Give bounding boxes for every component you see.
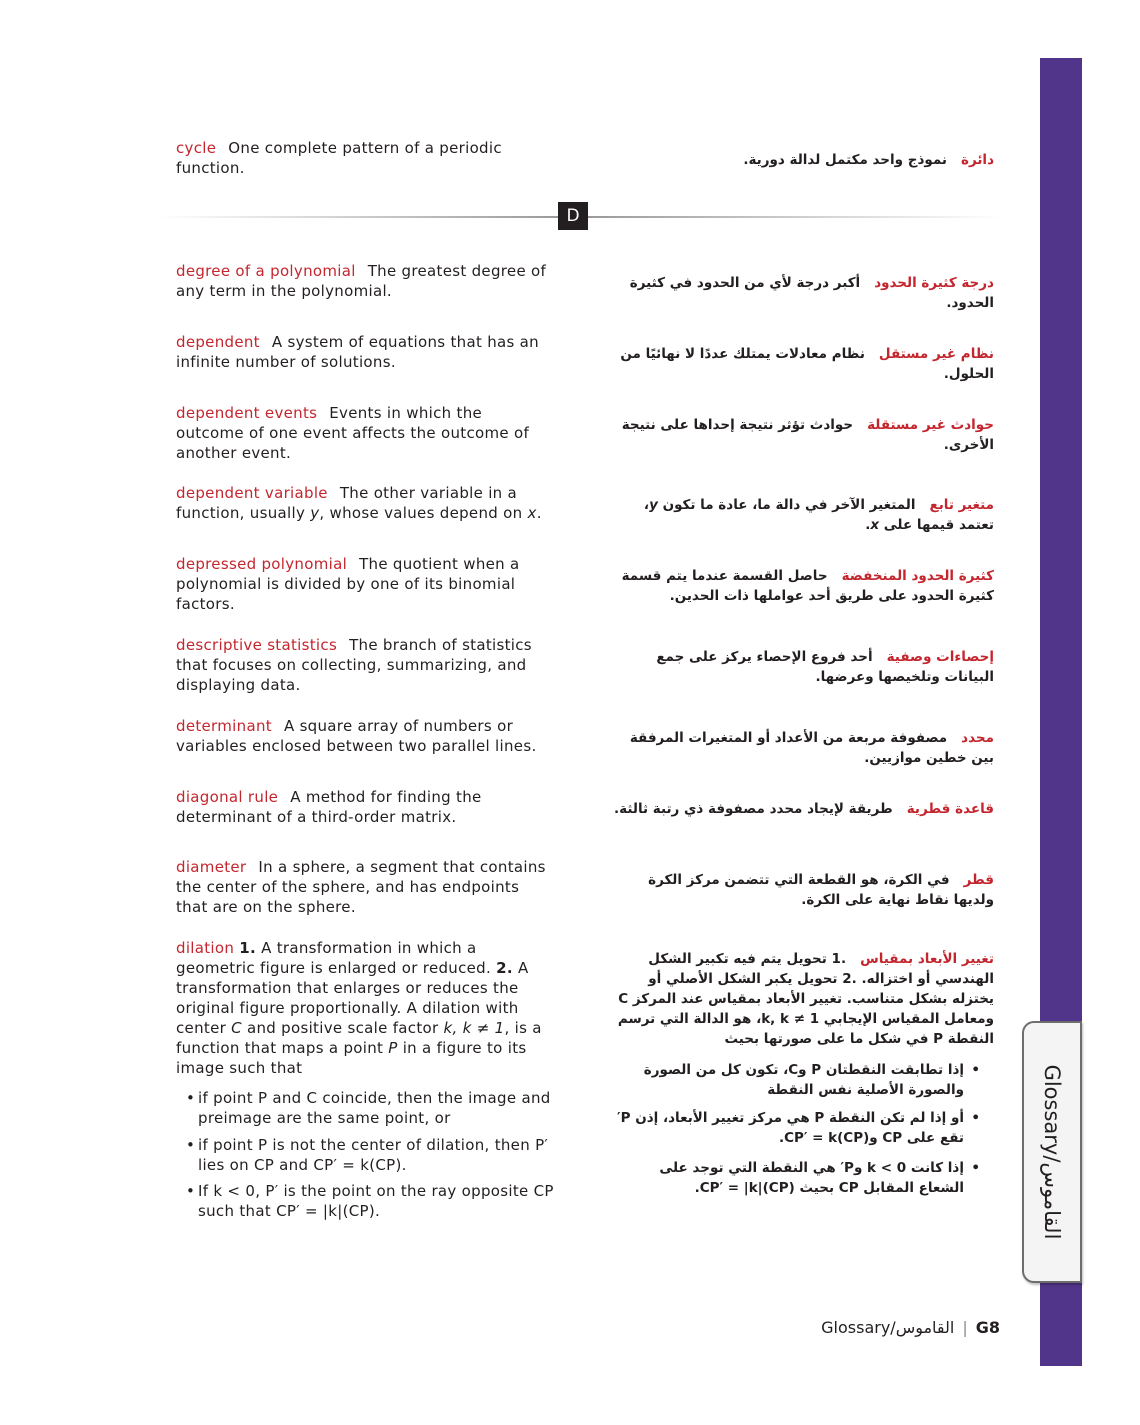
var-y-en: y bbox=[310, 504, 320, 522]
entry-dependent-ar bbox=[610, 344, 994, 384]
entry-dependent-variable-en bbox=[176, 483, 554, 523]
term-diagonal-en: diagonal rule bbox=[176, 788, 279, 806]
var-y-ar: y bbox=[649, 497, 658, 513]
def-descriptive-en: The branch of statistics that focuses on collecting, summarizing, and displaying data. bbox=[176, 636, 532, 694]
term-dependent-en: dependent bbox=[176, 333, 260, 351]
bullet-en-1: if point P and C coincide, then the image and preimage are the same point, or bbox=[198, 1089, 551, 1127]
term-degree-en: degree of a polynomial bbox=[176, 262, 356, 280]
term-dependent-events-ar: حوادث غير مستقلة bbox=[867, 417, 994, 433]
list-item: • if point P and C coincide, then the image and preimage are the same point, or bbox=[186, 1088, 556, 1128]
glossary-side-tab-label: Glossary/القاموس bbox=[1040, 1064, 1064, 1240]
def-depressed-en: The quotient when a polynomial is divided by one of its binomial factors. bbox=[176, 555, 520, 613]
term-diameter-ar: قطر bbox=[963, 872, 994, 888]
term-depressed-en: depressed polynomial bbox=[176, 555, 348, 573]
def-dependent-variable-en-1: The other variable in a function, usually bbox=[176, 484, 518, 522]
entry-dependent-events-ar bbox=[610, 415, 994, 455]
def-diameter-ar: في الكرة، هو القطعة التي تتضمن مركز الكرة ولديها نقاط نهاية على الكرة. bbox=[648, 872, 994, 908]
def-depressed-ar: حاصل القسمة عندما يتم قسمة كثيرة الحدود على طريق أحد عواملها ذات الحدين. bbox=[621, 568, 994, 604]
bullet-ar-2: أو إذا لم تكن النقطة P هي مركز تغيير الأبعاد، إذن P′ تقع على CP وCP′ = k(CP). bbox=[617, 1110, 964, 1146]
section-letter-box: D bbox=[558, 202, 588, 230]
dilation-var-p: P bbox=[388, 1039, 398, 1057]
term-diagonal-ar: قاعدة قطرية bbox=[906, 801, 994, 817]
def-dependent-en: A system of equations that has an infinite number of solutions. bbox=[176, 333, 539, 371]
dilation-num-2: 2. bbox=[496, 959, 513, 977]
entry-descriptive-ar bbox=[610, 647, 994, 687]
term-dependent-variable-en: dependent variable bbox=[176, 484, 328, 502]
def-dependent-variable-en-3: . bbox=[536, 504, 542, 522]
var-x-ar: x bbox=[870, 517, 880, 533]
list-item: • if point P is not the center of dilation, then P′ lies on CP and CP′ = k(CP). bbox=[186, 1135, 556, 1175]
entry-diameter-ar bbox=[610, 870, 994, 910]
entry-dilation-ar bbox=[610, 949, 994, 1049]
def-dependent-variable-ar-2: ، تعتمد قيمها على bbox=[643, 497, 994, 533]
term-cycle-en: cycle bbox=[176, 139, 217, 157]
def-dilation-en-a: A transformation in which a geometric figure is enlarged or reduced. bbox=[176, 939, 492, 977]
def-descriptive-ar: أحد فروع الإحصاء يركز على جمع البيانات وتلخيصها وعرضها. bbox=[656, 649, 994, 685]
def-cycle-ar: نموذج واحد مكتمل لدالة دورية. bbox=[743, 152, 947, 168]
def-diagonal-en: A method for finding the determinant of a third-order matrix. bbox=[176, 788, 482, 826]
page-footer bbox=[821, 1318, 1000, 1337]
entry-determinant-ar bbox=[610, 728, 994, 768]
dilation-var-c: C bbox=[231, 1019, 242, 1037]
def-dilation-en-c: and positive scale factor bbox=[241, 1019, 444, 1037]
entry-degree-en bbox=[176, 261, 554, 301]
bullet-en-2: if point P is not the center of dilation, then P′ lies on CP and CP′ = k(CP). bbox=[198, 1136, 549, 1174]
glossary-side-tab[interactable] bbox=[1022, 1021, 1082, 1283]
entry-diameter-en bbox=[176, 857, 554, 917]
entry-dependent-variable-ar bbox=[610, 495, 994, 535]
list-item: • If k < 0, P′ is the point on the ray opposite CP such that CP′ = |k|(CP). bbox=[186, 1181, 556, 1221]
dilation-num-1: 1. bbox=[239, 939, 257, 957]
dilation-var-k: k, k ≠ 1 bbox=[443, 1019, 505, 1037]
def-dilation-en-d: , is a function that maps a point bbox=[176, 1019, 542, 1057]
term-dilation-ar: تغيير الأبعاد بمقياس bbox=[860, 951, 994, 967]
def-degree-ar: أكبر درجة لأي من الحدود في كثيرة الحدود. bbox=[629, 275, 994, 311]
entry-determinant-en bbox=[176, 716, 554, 756]
list-item: • إذا تطابقت النقطتان P وC، تكون كل من الصورة والصورة الأصلية نفس النقطة bbox=[615, 1060, 980, 1100]
list-item: • إذا كانت k < 0 وP′ هي النقطة التي توجد على الشعاع المقابل CP بحيث CP′ = |k|(CP). bbox=[615, 1158, 980, 1198]
def-dependent-variable-en-2: , whose values depend on bbox=[319, 504, 528, 522]
footer-label: Glossary/القاموس bbox=[821, 1318, 955, 1337]
term-degree-ar: درجة كثيرة الحدود bbox=[874, 275, 994, 291]
page-number: G8 bbox=[975, 1318, 1000, 1337]
entry-degree-ar bbox=[610, 273, 994, 313]
term-cycle-ar: دائرة bbox=[961, 152, 994, 168]
bullet-ar-1: إذا تطابقت النقطتان P وC، تكون كل من الصورة والصورة الأصلية نفس النقطة bbox=[643, 1062, 964, 1098]
def-dependent-ar: نظام معادلات يمتلك عددًا لا نهائيًا من الحلول. bbox=[620, 346, 994, 382]
term-determinant-ar: محدد bbox=[961, 730, 994, 746]
term-dependent-events-en: dependent events bbox=[176, 404, 318, 422]
entry-dependent-en bbox=[176, 332, 554, 372]
term-descriptive-ar: إحصاءات وصفية bbox=[886, 649, 994, 665]
entry-dilation-en bbox=[176, 938, 554, 1078]
var-x-en: x bbox=[527, 504, 537, 522]
def-cycle-en: One complete pattern of a periodic function. bbox=[176, 139, 502, 177]
entry-descriptive-en bbox=[176, 635, 554, 695]
section-divider-right bbox=[588, 216, 1000, 218]
def-dependent-events-ar: حوادث تؤثر نتيجة إحداها على نتيجة الأخرى. bbox=[621, 417, 994, 453]
section-divider-left bbox=[160, 216, 558, 218]
def-determinant-ar: مصفوفة مربعة من الأعداد أو المتغيرات المرفقة بين خطين موازيين. bbox=[629, 730, 994, 766]
term-dependent-ar: نظام غير مستقل bbox=[878, 346, 994, 362]
term-depressed-ar: كثيرة الحدود المنخفضة bbox=[841, 568, 994, 584]
def-determinant-en: A square array of numbers or variables enclosed between two parallel lines. bbox=[176, 717, 537, 755]
footer-separator: | bbox=[962, 1318, 968, 1337]
term-diameter-en: diameter bbox=[176, 858, 247, 876]
entry-diagonal-en bbox=[176, 787, 554, 827]
def-dilation-en-e: in a figure to its image such that bbox=[176, 1039, 527, 1077]
entry-diagonal-ar bbox=[610, 799, 994, 819]
entry-depressed-en bbox=[176, 554, 554, 614]
term-dependent-variable-ar: متغير تابع bbox=[929, 497, 994, 513]
def-dilation-en-b: A transformation that enlarges or reduces the original figure proportionally. A dilation with center bbox=[176, 959, 529, 1037]
def-diameter-en: In a sphere, a segment that contains the center of the sphere, and has endpoints that are on the sphere. bbox=[176, 858, 546, 916]
entry-cycle-en bbox=[176, 138, 554, 178]
def-dependent-variable-ar-3: . bbox=[865, 517, 871, 533]
entry-depressed-ar bbox=[610, 566, 994, 606]
def-dependent-variable-ar-1: المتغير الآخر في دالة ما، عادة ما تكون bbox=[657, 497, 916, 513]
def-dilation-ar: .1 تحويل يتم فيه تكبير الشكل الهندسي أو اختزاله. .2 تحويل يكبر الشكل الأصلي أو يختزله بشكل متناسب. تغيير الأبعاد بمقياس عند المركز C ومعامل المقياس الإيجابي k, k ≠ 1، هو الدالة التي ترسم النقطة P في شكل ما على صورتها بحيث bbox=[617, 951, 994, 1047]
def-degree-en: The greatest degree of any term in the polynomial. bbox=[176, 262, 547, 300]
term-descriptive-en: descriptive statistics bbox=[176, 636, 338, 654]
def-diagonal-ar: طريقة لإيجاد محدد مصفوفة ذي رتبة ثالثة. bbox=[614, 801, 893, 817]
term-determinant-en: determinant bbox=[176, 717, 272, 735]
list-item: • أو إذا لم تكن النقطة P هي مركز تغيير الأبعاد، إذن P′ تقع على CP وCP′ = k(CP). bbox=[615, 1108, 980, 1148]
entry-dependent-events-en bbox=[176, 403, 554, 463]
entry-cycle-ar bbox=[610, 150, 994, 170]
bullet-ar-3: إذا كانت k < 0 وP′ هي النقطة التي توجد على الشعاع المقابل CP بحيث CP′ = |k|(CP). bbox=[659, 1160, 964, 1196]
def-dependent-events-en: Events in which the outcome of one event affects the outcome of another event. bbox=[176, 404, 530, 462]
term-dilation-en: dilation bbox=[176, 939, 235, 957]
bullet-en-3: If k < 0, P′ is the point on the ray opposite CP such that CP′ = |k|(CP). bbox=[198, 1182, 554, 1220]
